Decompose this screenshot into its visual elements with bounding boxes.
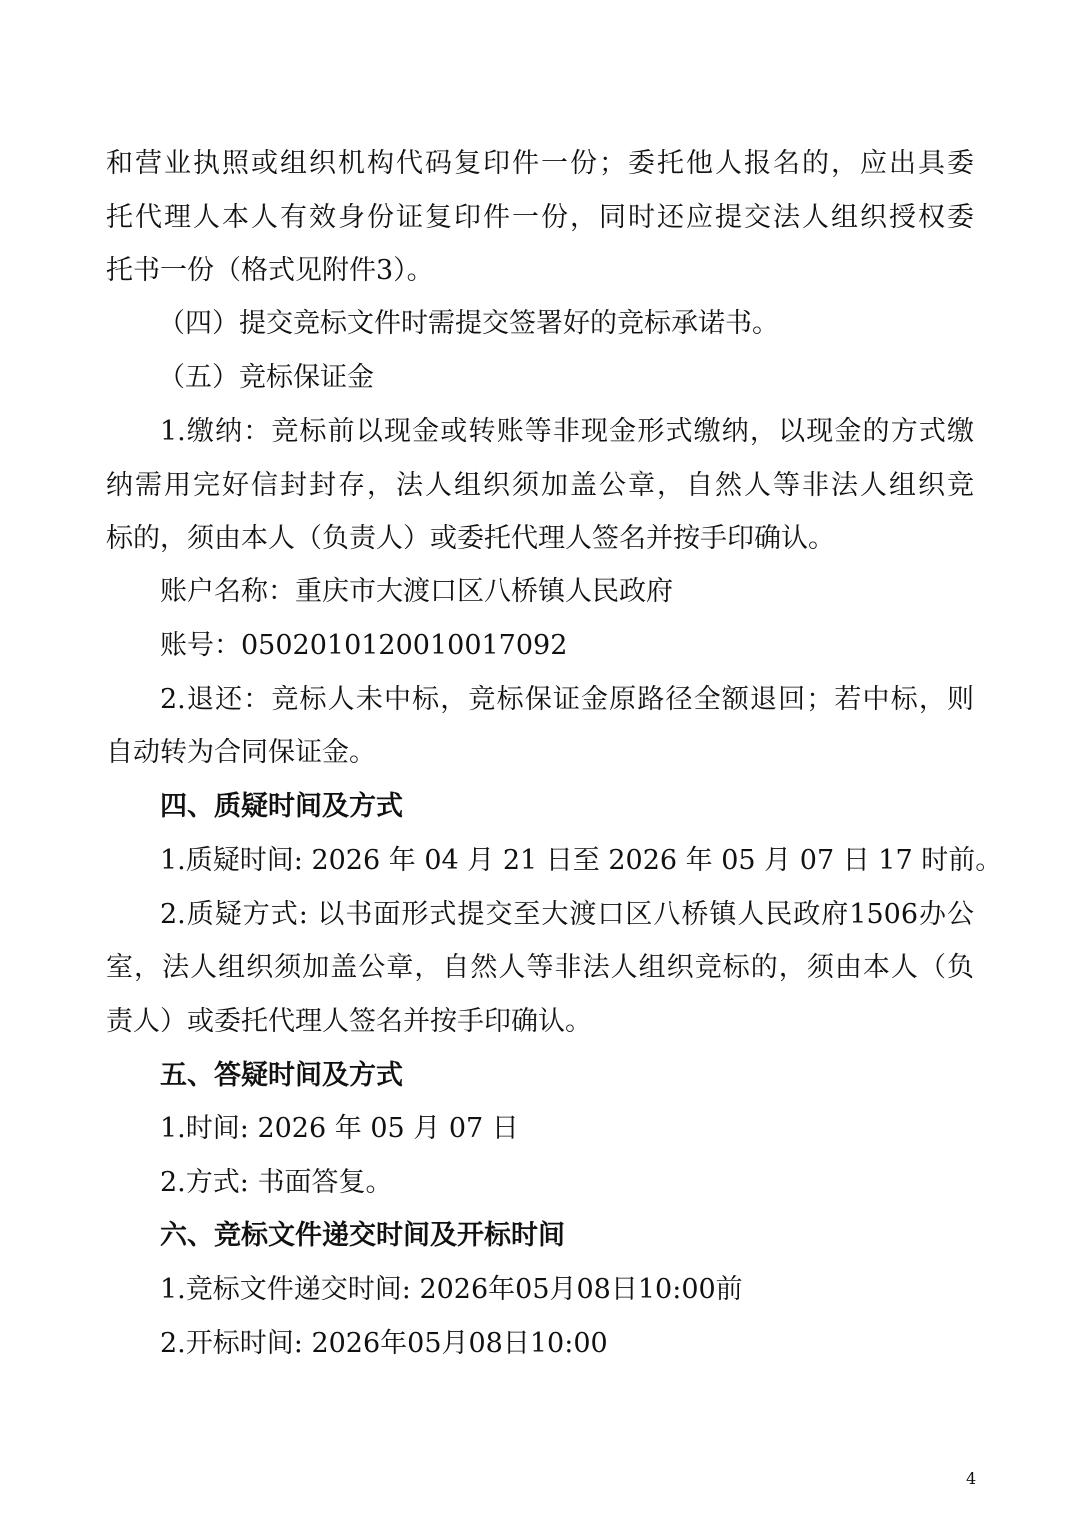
paragraph-line: 室，法人组织须加盖公章，自然人等非法人组织竞标的，须由本人（负 — [106, 952, 974, 983]
section-heading: 五、答疑时间及方式 — [160, 1060, 403, 1091]
paragraph-line: 自动转为合同保证金。 — [106, 737, 376, 768]
paragraph: （四）提交竞标文件时需提交签署好的竞标承诺书。 — [158, 308, 779, 339]
paragraph: 2.开标时间: 2026年05月08日10:00 — [160, 1328, 608, 1359]
account-name: 账户名称：重庆市大渡口区八桥镇人民政府 — [160, 576, 673, 607]
paragraph: 2.方式: 书面答复。 — [160, 1167, 393, 1198]
paragraph: 1.质疑时间: 2026 年 04 月 21 日至 2026 年 05 月 07 日 17 时前。 — [160, 845, 1003, 876]
paragraph-line: 托代理人本人有效身份证复印件一份，同时还应提交法人组织授权委 — [106, 202, 974, 233]
section-heading: 六、竞标文件递交时间及开标时间 — [160, 1220, 565, 1251]
paragraph-line: 标的，须由本人（负责人）或委托代理人签名并按手印确认。 — [106, 523, 835, 554]
paragraph: 1.时间: 2026 年 05 月 07 日 — [160, 1113, 519, 1144]
paragraph-line: 2.退还：竞标人未中标，竞标保证金原路径全额退回；若中标，则 — [160, 684, 974, 715]
paragraph-line: 责人）或委托代理人签名并按手印确认。 — [106, 1006, 592, 1037]
section-heading: 四、质疑时间及方式 — [160, 791, 403, 822]
paragraph-line: 纳需用完好信封封存，法人组织须加盖公章，自然人等非法人组织竞 — [106, 470, 974, 501]
paragraph: 1.竞标文件递交时间: 2026年05月08日10:00前 — [160, 1274, 743, 1305]
paragraph-line: 和营业执照或组织机构代码复印件一份；委托他人报名的，应出具委 — [106, 148, 974, 179]
paragraph-line: 1.缴纳：竞标前以现金或转账等非现金形式缴纳，以现金的方式缴 — [160, 416, 974, 447]
paragraph-line: 2.质疑方式: 以书面形式提交至大渡口区八桥镇人民政府1506办公 — [160, 899, 974, 930]
paragraph-line: 托书一份（格式见附件3）。 — [106, 255, 434, 286]
page-number: 4 — [966, 1469, 977, 1488]
paragraph: （五）竞标保证金 — [158, 362, 374, 393]
account-number: 账号：0502010120010017092 — [160, 630, 568, 661]
